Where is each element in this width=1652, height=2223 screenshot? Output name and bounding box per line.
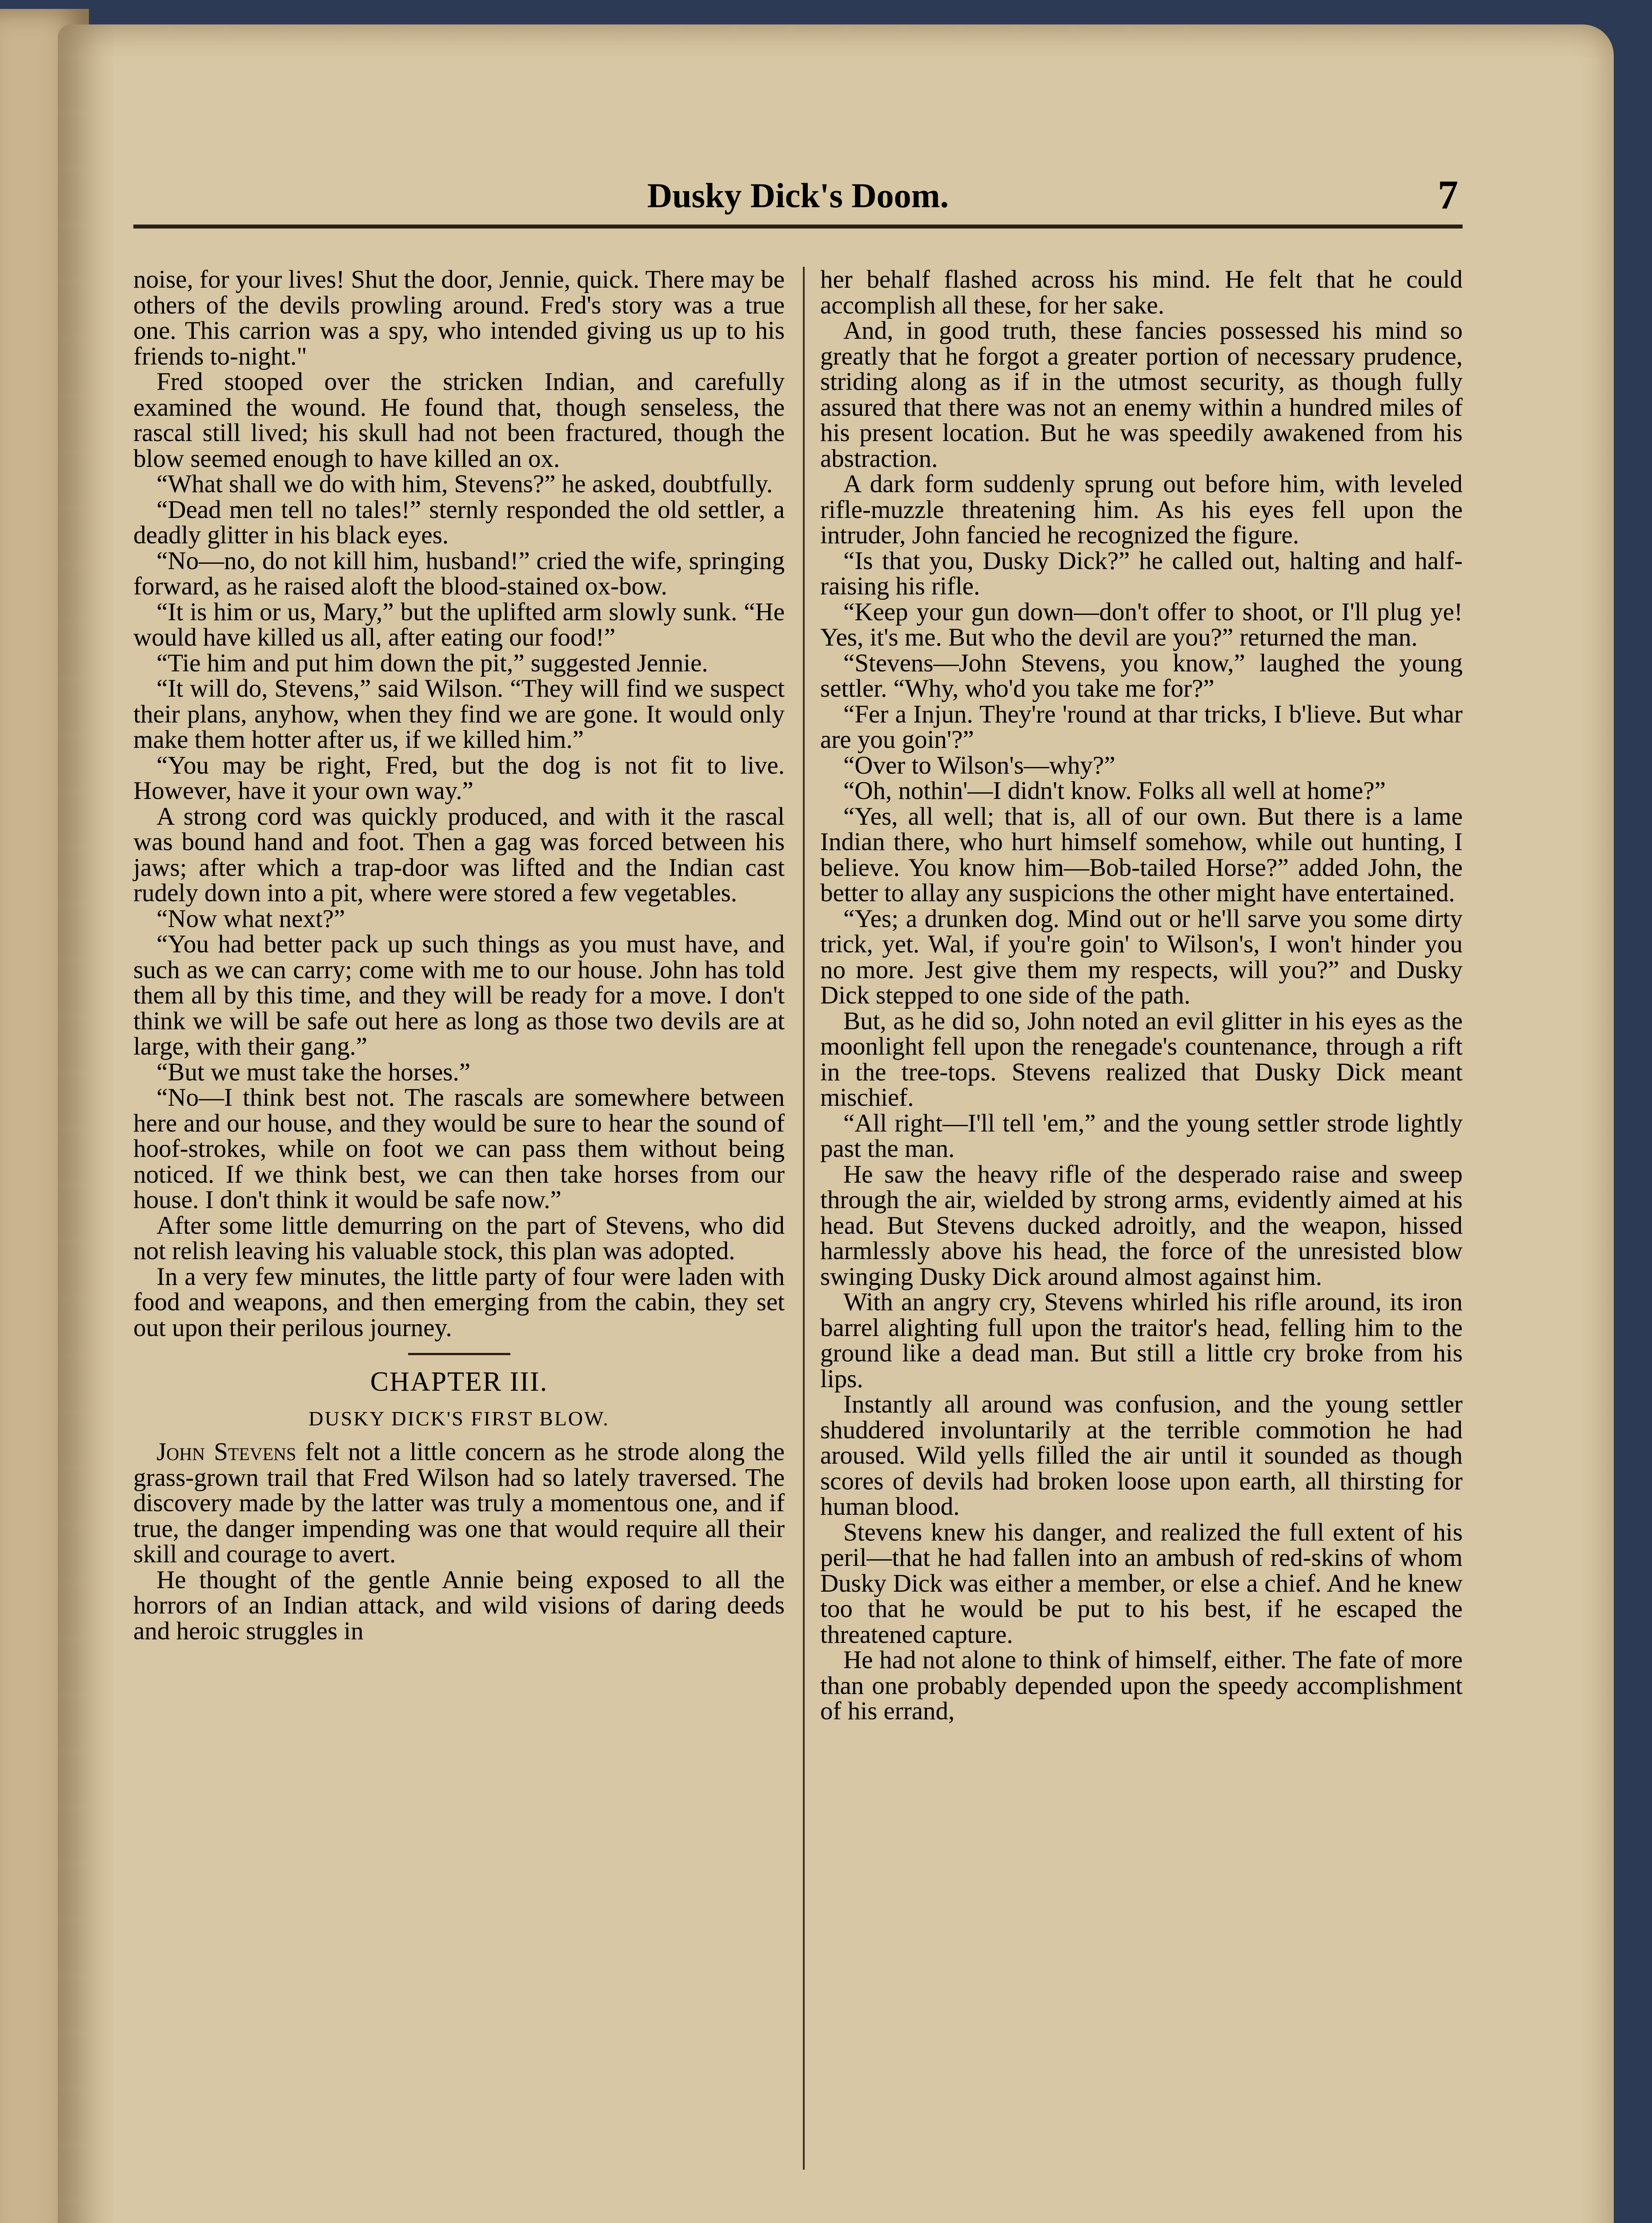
paragraph: And, in good truth, these fancies possessed his mind so greatly that he forgot a greater portion of necessary prudence, striding along as if in the utmost security, as though fully assured that there was not an enemy within a hundred miles of his present location. But he was speedily awakened from his abstraction. [820,317,1463,473]
chapter-subtitle: DUSKY DICK'S FIRST BLOW. [309,1407,609,1430]
chapter-title: CHAPTER III. [370,1367,548,1397]
paragraph: “Stevens—John Stevens, you know,” laughed the young settler. “Why, who'd you take me for?” [820,649,1463,702]
paragraph: Fred stooped over the stricken Indian, and carefully examined the wound. He found that, though senseless, the rascal still lived; his skull had not been fractured, though the blow seemed enough to have killed an ox. [133,368,785,473]
paragraph: “No—I think best not. The rascals are somewhere between here and our house, and they would be sure to hear the sound of hoof-strokes, while on foot we can pass them without being noticed. If we think best, we can then take horses from our house. I don't think it would be safe now.” [133,1083,785,1214]
paragraph: “Over to Wilson's—why?” [843,751,1115,779]
header-rule [133,225,1463,229]
paragraph: Instantly all around was confusion, and the young settler shuddered involuntarily at the terrible commotion he had aroused. Wild yells filled the air until it sounded as though scores of devils had broken loose upon earth, all thirsting for human blood. [820,1390,1463,1521]
paragraph: “All right—I'll tell 'em,” and the young settler strode lightly past the man. [820,1109,1463,1163]
running-header [133,171,1463,220]
paragraph: “Now what next?” [156,904,345,933]
running-title: Dusky Dick's Doom. [647,176,949,215]
page-number: 7 [1438,172,1458,217]
paragraph: “Dead men tell no tales!” sternly responded the old settler, a deadly glitter in his black eyes. [133,495,785,549]
paragraph: “You may be right, Fred, but the dog is not fit to live. However, have it your own way.” [133,751,785,805]
paragraph: A dark form suddenly sprung out before him, with leveled rifle-muzzle threatening him. As his eyes fell upon the intruder, John fancied he recognized the figure. [820,470,1463,549]
paragraph: He saw the heavy rifle of the desperado raise and sweep through the air, wielded by strong arms, evidently aimed at his head. But Stevens ducked adroitly, and the weapon, hissed harmlessly above his head, the force of the unresisted blow swinging Dusky Dick around almost against him. [820,1160,1463,1291]
paragraph: “Yes; a drunken dog. Mind out or he'll sarve you some dirty trick, yet. Wal, if you're goin' to Wilson's, I won't hinder you no more. Jest give them my respects, will you?” and Dusky Dick stepped to one side of the path. [820,904,1463,1009]
paragraph: “Oh, nothin'—I didn't know. Folks all well at home?” [843,777,1386,805]
column-divider [803,267,805,2170]
paragraph: “Tie him and put him down the pit,” suggested Jennie. [156,649,708,677]
paragraph: “It will do, Stevens,” said Wilson. “They will find we suspect their plans, anyhow, when they find we are gone. It would only make them hotter after us, if we killed him.” [133,674,785,754]
paragraph: “Keep your gun down—don't offer to shoot, or I'll plug ye! Yes, it's me. But who the devil are you?” returned the man. [820,598,1463,651]
text-column-right [820,267,1463,2223]
paragraph: A strong cord was quickly produced, and with it the rascal was bound hand and foot. Then a gag was forced between his jaws; after which a trap-door was lifted and the Indian cast rudely down into a pit, where were stored a few vegetables. [133,802,785,907]
paragraph: With an angry cry, Stevens whirled his rifle around, its iron barrel alighting full upon the traitor's head, felling him to the ground like a dead man. But still a little cry broke from his lips. [820,1288,1463,1393]
paragraph: noise, for your lives! Shut the door, Jennie, quick. There may be others of the devils prowling around. Fred's story was a true one. This carrion was a spy, who intended giving us up to his friends to-night." [133,265,785,370]
paragraph: “You had better pack up such things as you must have, and such as we can carry; come with me to our house. John has told them all by this time, and they will be ready for a move. I don't think we will be safe out here as long as those two devils are at large, with their gang.” [133,930,785,1060]
paragraph: “Fer a Injun. They're 'round at thar tricks, I b'lieve. But whar are you goin'?” [820,700,1463,754]
paragraph: her behalf flashed across his mind. He felt that he could accomplish all these, for her sake. [820,265,1463,319]
chapter-rule [408,1353,510,1355]
paragraph: In a very few minutes, the little party of four were laden with food and weapons, and then emerging from the cabin, they set out upon their perilous journey. [133,1262,785,1342]
paragraph: “It is him or us, Mary,” but the uplifted arm slowly sunk. “He would have killed us all, after eating our food!” [133,598,785,651]
paragraph: “What shall we do with him, Stevens?” he asked, doubtfully. [156,470,773,498]
paragraph: “But we must take the horses.” [156,1058,470,1086]
paragraph: “No—no, do not kill him, husband!” cried the wife, springing forward, as he raised aloft the blood-stained ox-bow. [133,546,785,600]
chapter-opening-paragraph [133,1439,785,1567]
paragraph: He had not alone to think of himself, either. The fate of more than one probably depended upon the speedy accomplishment of his errand, [820,1646,1463,1725]
paragraph: After some little demurring on the part of Stevens, who did not relish leaving his valuable stock, this plan was adopted. [133,1211,785,1265]
text-column-left [133,267,785,2223]
paragraph: Stevens knew his danger, and realized the full extent of his peril—that he had fallen into an ambush of red-skins of whom Dusky Dick was either a member, or else a chief. And he knew too that he would be put to his best, if he escaped the threatened capture. [820,1518,1463,1649]
paragraph: But, as he did so, John noted an evil glitter in his eyes as the moonlight fell upon the renegade's countenance, through a rift in the tree-tops. Stevens realized that Dusky Dick meant mischief. [820,1007,1463,1112]
paragraph: He thought of the gentle Annie being exposed to all the horrors of an Indian attack, and wild visions of daring deeds and heroic struggles in [133,1565,785,1645]
chapter-lead-name: John Stevens [156,1438,297,1466]
chapter-lead-text: felt not a little concern as he strode along the grass-grown trail that Fred Wilson had so lately traversed. The discovery made by the latter was truly a momentous one, and if true, the danger impending was one that would require all their skill and courage to avert. [133,1438,785,1568]
paragraph: “Yes, all well; that is, all of our own. But there is a lame Indian there, who hurt himself somehow, while out hunting, I believe. You know him—Bob-tailed Horse?” added John, the better to allay any suspicions the other might have entertained. [820,802,1463,907]
paragraph: “Is that you, Dusky Dick?” he called out, halting and half-raising his rifle. [820,546,1463,600]
